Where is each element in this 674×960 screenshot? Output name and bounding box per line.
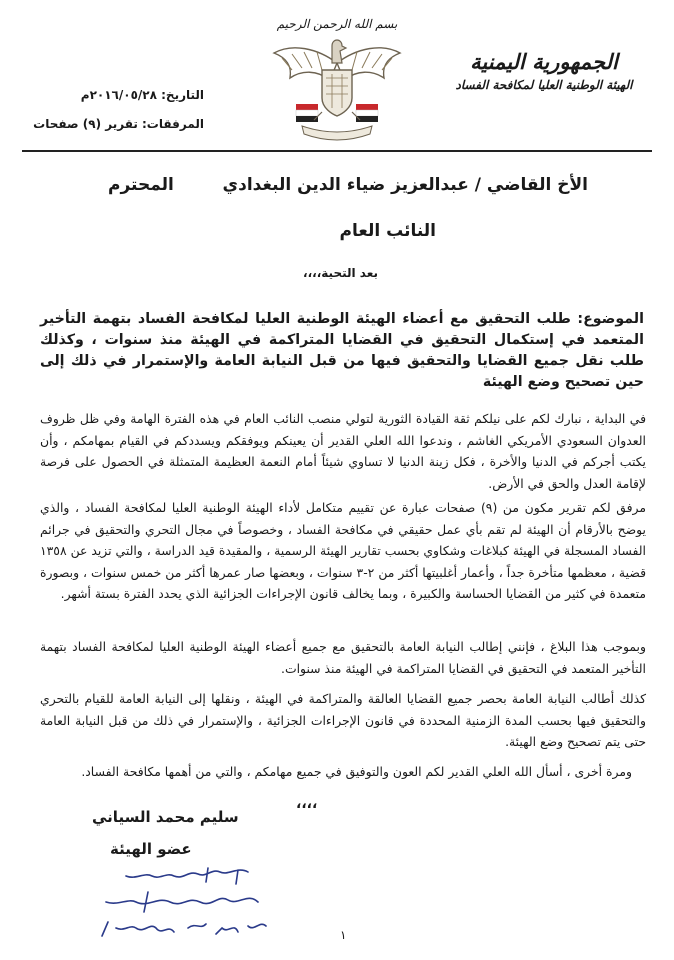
- signatory-role: عضو الهيئة: [110, 840, 192, 858]
- letter-date: التاريخ: ٢٠١٦/٠٥/٢٨م: [80, 88, 204, 102]
- addressee-respect: المحترم: [108, 175, 174, 195]
- handwritten-signature-icon: [88, 862, 278, 952]
- letter-metadata: [24, 88, 204, 146]
- body-paragraph: مرفق لكم تقرير مكون من (٩) صفحات عبارة عن تقييم متكامل لأداء الهيئة الوطنية العليا لمكافحة الفساد ، والذي يوضح بالأرقام أن الهيئة لم تقم بأي عمل حقيقي في مكافحة الفساد ، وخصوصاً في مجال التحري والتحقيق في جرائم الفساد المسجلة في الهيئة كبلاغات وشكاوي بحسب تقارير الهيئة الرسمية ، والمقيدة قيد الدراسة ، والتي تزيد عن ١٣٥٨ قضية ، معظمها متأخرة جداً ، وأعمار أغلبيتها أكثر من ٢-٣ سنوات ، وبعضها صار عمرها أكثر من خمس سنوات ، وبصورة متعمدة في كثير من القضايا الحساسة والكبيرة ، وبما يخالف قانون الإجراءات الجزائية الذي يحدد الفترة بستة أشهر.: [40, 500, 646, 601]
- yemen-eagle-emblem-icon: [262, 8, 412, 148]
- subject-line: الموضوع: طلب التحقيق مع أعضاء الهيئة الوطنية العليا لمكافحة الفساد بتهمة التأخير المتعمد في إستكمال التحقيق في القضايا المتراكمة في الهيئة منذ سنوات ، وكذلك طلب نقل جميع القضايا والتحقيق فيها من قبل النيابة العامة والإستمرار في ذلك إلى حين تصحيح وضع الهيئة: [40, 311, 644, 390]
- signature-dots: ،،،،: [296, 796, 318, 812]
- country-line: الجمهورية اليمنية: [470, 49, 618, 74]
- page-number: ١: [340, 928, 347, 942]
- authority-line: الهيئة الوطنية العليا لمكافحة الفساد: [455, 78, 633, 92]
- body-paragraph: كذلك أطالب النيابة العامة بحصر جميع القضايا العالقة والمتراكمة في الهيئة ، ونقلها إلى النيابة العامة للقيام بالتحري والتحقيق فيها بحسب المدة الزمنية المحددة في قانون الإجراءات الجزائية ، والإستمرار في ذلك من قبل النيابة العامة حتى يتم تصحيح وضع الهيئة.: [40, 691, 646, 749]
- closing-paragraph: ومرة أخرى ، أسأل الله العلي القدير لكم العون والتوفيق في جميع مهامكم ، والتي من أهمها مكافحة الفساد.: [81, 764, 632, 779]
- letter-attachments: المرفقات: تقرير (٩) صفحات: [33, 117, 204, 131]
- body-paragraph: وبموجب هذا البلاغ ، فإنني إطالب النيابة العامة بالتحقيق مع جميع أعضاء الهيئة الوطنية العليا لمكافحة الفساد بتهمة التأخير المتعمد في التحقيق في القضايا المتراكمة في الهيئة منذ سنوات.: [40, 639, 646, 676]
- body-paragraph: في البداية ، نبارك لكم على نيلكم ثقة القيادة الثورية لتولي منصب النائب العام في هذه الفترة الهامة وفي ظل ظروف العدوان السعودي الأمريكي الغاشم ، وندعوا الله العلي القدير أن يعينكم ويوفقكم ويسددكم في القيام بمهامكم ، وأن يكتب أجركم في الدنيا والأخرة ، فكل زينة الدنيا لا تساوي شيئاً أمام النعمة العظيمة المتمثلة في الحصول على فرصة لإقامة العدل والحق في الأرض.: [40, 411, 646, 491]
- letterhead-authority: [444, 48, 644, 92]
- addressee-title: النائب العام: [339, 221, 436, 241]
- basmala-text: بسم الله الرحمن الرحيم: [276, 17, 398, 31]
- greeting: بعد التحية،،،،: [303, 266, 378, 280]
- signatory-name: سليم محمد السياني: [92, 808, 239, 826]
- header-divider: [22, 150, 652, 152]
- addressee-line: الأخ القاضي / عبدالعزيز ضياء الدين البغدادي: [222, 175, 588, 195]
